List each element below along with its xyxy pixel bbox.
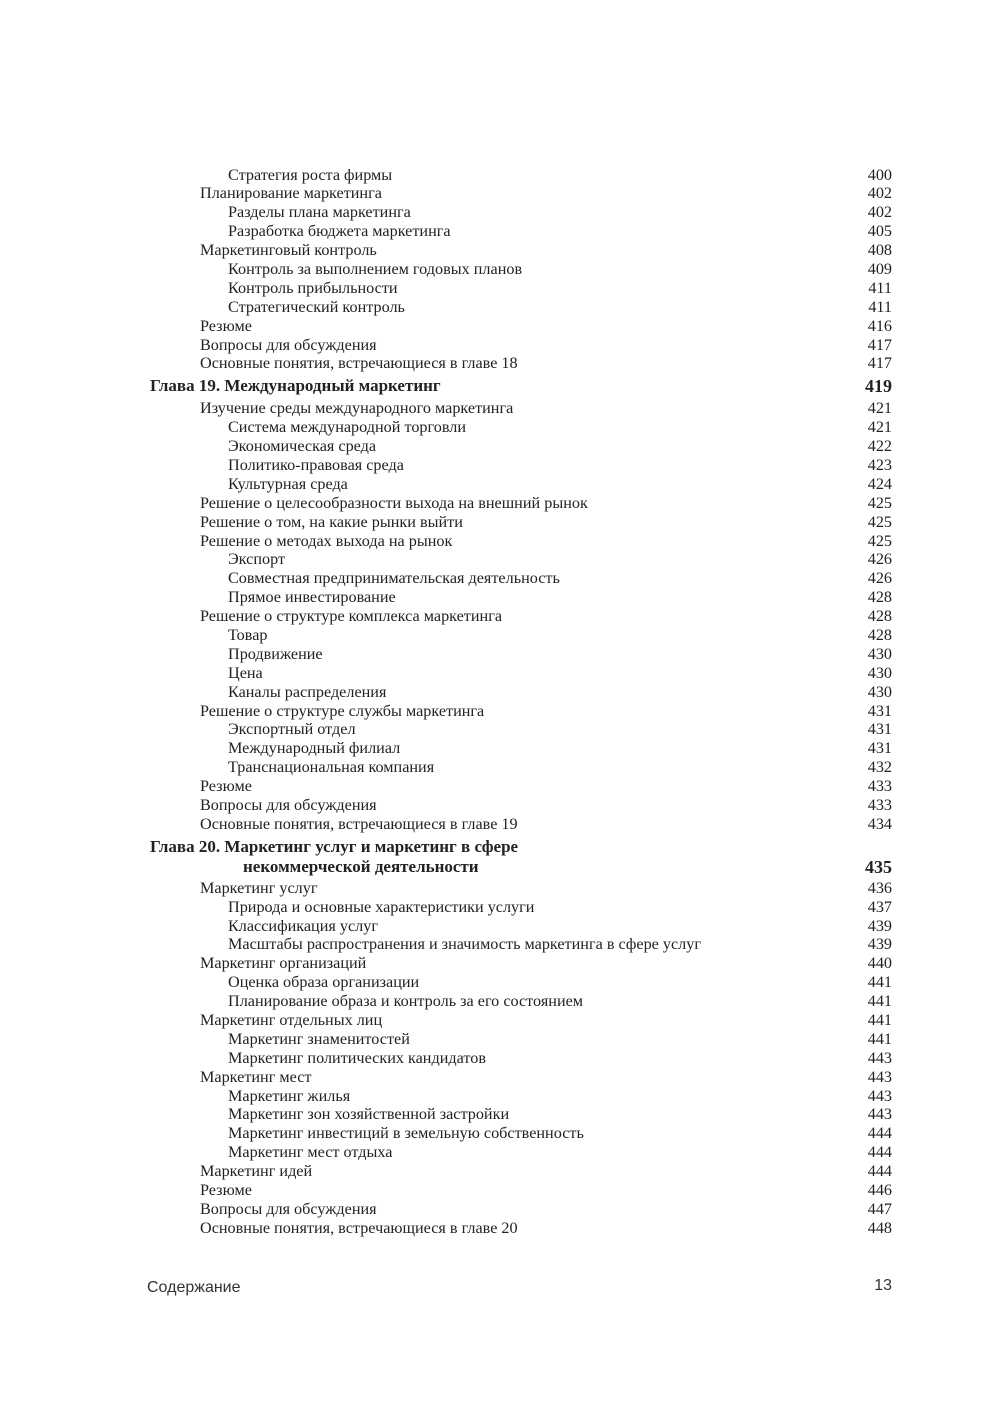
entry-title: Прямое инвестирование <box>228 588 396 607</box>
entry-title: Экспорт <box>228 550 286 569</box>
entry-title: Контроль прибыльности <box>228 278 398 297</box>
entry-page-number: 402 <box>867 203 892 222</box>
entry-title: Вопросы для обсуждения <box>200 796 377 814</box>
entry-page-number: 434 <box>867 814 892 833</box>
entry-title: Маркетинговый контроль <box>200 241 377 260</box>
toc-entry <box>150 777 892 796</box>
entry-page-number: 439 <box>867 935 892 954</box>
entry-title: Классификация услуг <box>228 916 378 935</box>
entry-title: Каналы распределения <box>228 682 387 701</box>
entry-page-number: 421 <box>867 418 892 437</box>
entry-page-number: 426 <box>867 569 892 588</box>
toc-entry <box>150 298 892 317</box>
entry-title: Маркетинг организаций <box>200 954 367 973</box>
entry-page-number: 423 <box>867 455 892 474</box>
running-title: Содержание <box>147 1279 241 1296</box>
entry-page-number: 408 <box>867 241 892 260</box>
entry-title: Решение о том, на какие рынки выйти <box>200 512 463 531</box>
entry-title: Планирование маркетинга <box>200 184 382 203</box>
toc-entry <box>150 532 892 551</box>
entry-page-number: 417 <box>867 335 892 354</box>
entry-title: Политико-правовая среда <box>228 455 404 474</box>
toc-entry <box>150 241 892 260</box>
entry-title: Маркетинг политических кандидатов <box>228 1048 486 1067</box>
entry-title: Планирование образа и контроль за его состоянием <box>228 992 584 1011</box>
entry-page-number: 425 <box>867 531 892 550</box>
toc-entry <box>150 720 892 739</box>
entry-title: Изучение среды международного маркетинга <box>200 399 514 418</box>
entry-page-number: 444 <box>867 1124 892 1143</box>
entry-title: Экспортный отдел <box>228 720 356 739</box>
entry-title: Маркетинг мест отдыха <box>228 1143 393 1162</box>
entry-title: Маркетинг мест <box>200 1067 312 1086</box>
toc-entry <box>150 550 892 569</box>
toc-entry <box>150 336 892 355</box>
toc-entry <box>150 664 892 683</box>
toc-entry <box>150 317 892 336</box>
entry-title: Стратегия роста фирмы <box>228 165 393 184</box>
entry-title: Основные понятия, встречающиеся в главе 20 <box>200 1218 518 1237</box>
entry-page-number: 421 <box>867 399 892 418</box>
entry-title: Вопросы для обсуждения <box>200 1199 377 1218</box>
chapter-title-line: Глава 20. Маркетинг услуг и маркетинг в сфере <box>150 836 519 856</box>
entry-title: Разделы плана маркетинга <box>228 203 411 222</box>
entry-page-number: 426 <box>867 550 892 569</box>
entry-page-number: 441 <box>867 1029 892 1048</box>
toc-entry <box>150 607 892 626</box>
chapter-heading <box>150 837 892 877</box>
toc-entry <box>150 973 892 992</box>
entry-title: Международный филиал <box>228 739 401 758</box>
toc-entry <box>150 815 892 834</box>
entry-page-number: 433 <box>867 796 892 814</box>
entry-page-number: 443 <box>867 1067 892 1086</box>
table-of-contents <box>150 166 892 1238</box>
page-footer <box>147 1279 892 1297</box>
entry-title: Масштабы распространения и значимость маркетинга в сфере услуг <box>228 935 701 954</box>
entry-title: Маркетинг зон хозяйственной застройки <box>228 1105 510 1124</box>
toc-entry <box>150 954 892 973</box>
toc-entry <box>150 1143 892 1162</box>
toc-entry <box>150 418 892 437</box>
entry-page-number: 428 <box>867 588 892 607</box>
entry-page-number: 405 <box>867 222 892 241</box>
entry-title: Решение о структуре комплекса маркетинга <box>200 607 503 626</box>
entry-title: Маркетинг жилья <box>228 1086 351 1105</box>
entry-page-number: 432 <box>867 758 892 777</box>
toc-entry <box>150 796 892 815</box>
toc-entry <box>150 222 892 241</box>
entry-title: Совместная предпринимательская деятельность <box>228 569 560 588</box>
entry-page-number: 444 <box>867 1162 892 1181</box>
toc-entry <box>150 1011 892 1030</box>
entry-page-number: 411 <box>868 278 892 297</box>
toc-entry <box>150 758 892 777</box>
entry-page-number: 447 <box>867 1199 892 1218</box>
toc-entry <box>150 513 892 532</box>
toc-entry <box>150 1087 892 1106</box>
entry-title: Основные понятия, встречающиеся в главе 19 <box>200 814 518 833</box>
entry-title: Культурная среда <box>228 474 348 493</box>
entry-page-number: 425 <box>867 493 892 512</box>
entry-title: Решение о структуре службы маркетинга <box>200 701 485 720</box>
toc-entry <box>150 917 892 936</box>
entry-page-number: 443 <box>867 1048 892 1067</box>
entry-title: Вопросы для обсуждения <box>200 335 377 354</box>
toc-entry <box>150 1162 892 1181</box>
entry-title: Решение о целесообразности выхода на внешний рынок <box>200 493 588 512</box>
entry-page-number: 444 <box>867 1143 892 1162</box>
toc-entry <box>150 626 892 645</box>
entry-title: Маркетинг знаменитостей <box>228 1029 410 1048</box>
toc-entry <box>150 935 892 954</box>
entry-page-number: 443 <box>867 1086 892 1105</box>
entry-page-number: 430 <box>867 644 892 663</box>
toc-entry <box>150 166 892 185</box>
toc-entry <box>150 494 892 513</box>
toc-entry <box>150 399 892 418</box>
entry-title: Продвижение <box>228 644 323 663</box>
toc-entry <box>150 1200 892 1219</box>
entry-page-number: 436 <box>867 878 892 897</box>
entry-title: Система международной торговли <box>228 418 467 437</box>
toc-entry <box>150 702 892 721</box>
entry-page-number: 425 <box>867 512 892 531</box>
entry-title: Экономическая среда <box>228 437 377 456</box>
entry-page-number: 430 <box>867 663 892 682</box>
entry-title: Контроль за выполнением годовых планов <box>228 259 523 278</box>
toc-entry <box>150 1124 892 1143</box>
entry-title: Оценка образа организации <box>228 973 420 992</box>
toc-entry <box>150 879 892 898</box>
toc-entry <box>150 437 892 456</box>
entry-title: Основные понятия, встречающиеся в главе 18 <box>200 354 518 373</box>
toc-entry <box>150 184 892 203</box>
entry-page-number: 431 <box>867 739 892 758</box>
entry-page-number: 411 <box>868 297 892 316</box>
entry-title: Стратегический контроль <box>228 297 405 316</box>
entry-page-number: 402 <box>867 184 892 203</box>
entry-page-number: 428 <box>867 607 892 626</box>
entry-title: Товар <box>228 625 268 644</box>
chapter-page-number: 435 <box>865 856 892 877</box>
toc-entry <box>150 354 892 373</box>
chapter-heading <box>150 376 892 396</box>
entry-page-number: 441 <box>867 992 892 1011</box>
toc-entry <box>150 456 892 475</box>
chapter-title-line: некоммерческой деятельности <box>243 856 479 876</box>
entry-page-number: 417 <box>867 354 892 373</box>
entry-page-number: 441 <box>867 973 892 992</box>
entry-title: Резюме <box>200 1181 252 1200</box>
entry-title: Резюме <box>200 316 252 335</box>
toc-entry <box>150 1181 892 1200</box>
toc-entry <box>150 475 892 494</box>
entry-title: Природа и основные характеристики услуги <box>228 897 535 916</box>
entry-page-number: 439 <box>867 916 892 935</box>
entry-page-number: 448 <box>867 1218 892 1237</box>
entry-title: Маркетинг идей <box>200 1162 313 1181</box>
entry-page-number: 422 <box>867 437 892 456</box>
toc-entry <box>150 1068 892 1087</box>
entry-page-number: 433 <box>867 777 892 796</box>
entry-page-number: 443 <box>867 1105 892 1124</box>
entry-page-number: 409 <box>867 259 892 278</box>
entry-page-number: 437 <box>867 897 892 916</box>
entry-page-number: 431 <box>867 720 892 739</box>
toc-entry <box>150 569 892 588</box>
toc-entry <box>150 992 892 1011</box>
entry-page-number: 416 <box>867 316 892 335</box>
entry-page-number: 430 <box>867 682 892 701</box>
toc-entry <box>150 739 892 758</box>
entry-title: Транснациональная компания <box>228 758 435 777</box>
chapter-page-number: 419 <box>865 376 892 397</box>
entry-title: Резюме <box>200 777 252 796</box>
entry-page-number: 440 <box>867 954 892 973</box>
toc-entry <box>150 203 892 222</box>
entry-title: Разработка бюджета маркетинга <box>228 222 451 241</box>
entry-title: Решение о методах выхода на рынок <box>200 531 453 550</box>
toc-entry <box>150 1105 892 1124</box>
entry-page-number: 424 <box>867 474 892 493</box>
entry-title: Цена <box>228 663 263 682</box>
entry-page-number: 446 <box>867 1181 892 1200</box>
page-number: 13 <box>874 1277 892 1294</box>
toc-entry <box>150 1049 892 1068</box>
toc-entry <box>150 645 892 664</box>
entry-page-number: 441 <box>867 1011 892 1030</box>
entry-page-number: 428 <box>867 625 892 644</box>
toc-entry <box>150 260 892 279</box>
entry-title: Маркетинг услуг <box>200 878 318 897</box>
toc-entry <box>150 1219 892 1238</box>
toc-entry <box>150 588 892 607</box>
toc-entry <box>150 683 892 702</box>
toc-entry <box>150 1030 892 1049</box>
toc-entry <box>150 898 892 917</box>
toc-entry <box>150 279 892 298</box>
entry-title: Маркетинг инвестиций в земельную собственность <box>228 1124 584 1143</box>
entry-title: Маркетинг отдельных лиц <box>200 1011 383 1030</box>
entry-page-number: 400 <box>867 165 892 184</box>
chapter-title-line: Глава 19. Международный маркетинг <box>150 376 441 396</box>
entry-page-number: 431 <box>867 701 892 720</box>
